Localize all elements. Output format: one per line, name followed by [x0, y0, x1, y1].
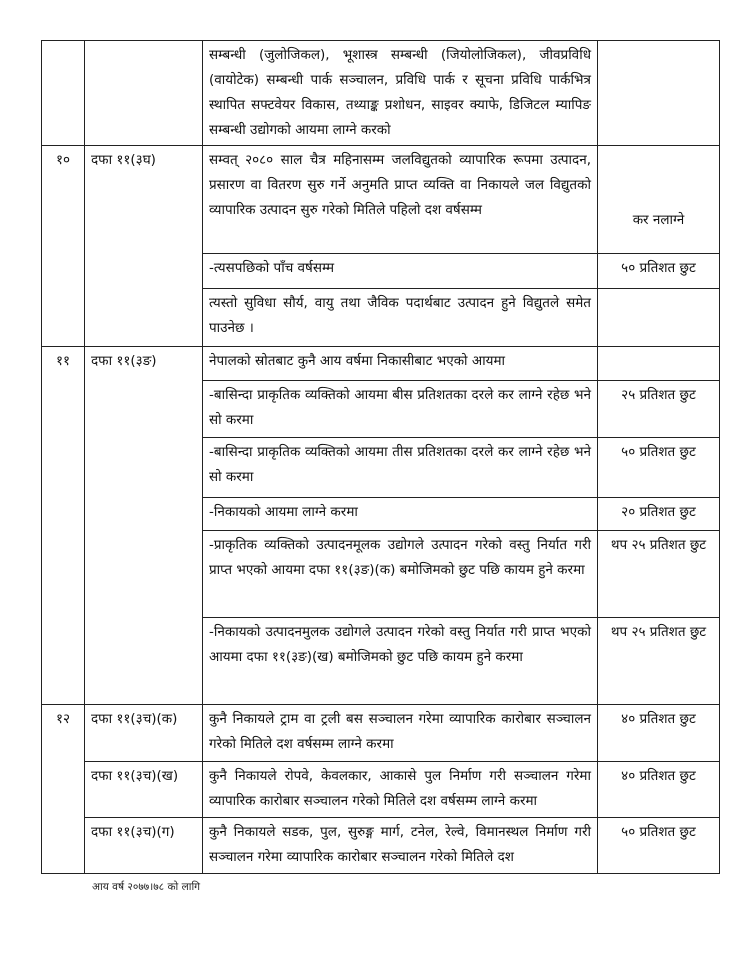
rate-cell: २० प्रतिशत छुट [598, 498, 720, 531]
tax-exemption-table [41, 40, 720, 874]
description-cell: -बासिन्दा प्राकृतिक व्यक्तिको आयमा तीस प्रतिशतका दरले कर लाग्ने रहेछ भने सो करमा [203, 438, 598, 498]
row-number-cell: ११ [42, 347, 85, 705]
footer-note: आय वर्ष २०७७।७८ को लागि [92, 881, 201, 893]
description-cell: नेपालको स्रोतबाट कुनै आय वर्षमा निकासीबाट भएको आयमा [203, 347, 598, 381]
row-number-cell: १० [42, 146, 85, 347]
description-cell: -निकायको उत्पादनमुलक उद्योगले उत्पादन गरेको वस्तु निर्यात गरी प्राप्त भएको आयमा दफा ११(३ङ)(ख) बमोजिमको छुट पछि कायम हुने करमा [203, 618, 598, 705]
rate-cell: ४० प्रतिशत छुट [598, 705, 720, 762]
rate-cell: ५० प्रतिशत छुट [598, 818, 720, 874]
rate-cell: २५ प्रतिशत छुट [598, 381, 720, 438]
section-cell: दफा ११(३च)(ग) [85, 818, 203, 874]
row-number-cell [42, 41, 85, 146]
rate-cell: थप २५ प्रतिशत छुट [598, 618, 720, 705]
description-cell: त्यस्तो सुविधा सौर्य, वायु तथा जैविक पदार्थबाट उत्पादन हुने विद्युतले समेत पाउनेछ । [203, 289, 598, 347]
rate-cell: कर नलाग्ने [598, 146, 720, 254]
table-row [42, 347, 720, 381]
section-cell [85, 41, 203, 146]
rate-cell [598, 289, 720, 347]
description-cell: कुनै निकायले ट्राम वा ट्रली बस सञ्चालन गरेमा व्यापारिक कारोबार सञ्चालन गरेको मितिले दश वर्षसम्म लाग्ने करमा [203, 705, 598, 762]
section-cell: दफा ११(३च)(क) [85, 705, 203, 762]
table-row [42, 762, 720, 818]
description-cell: कुनै निकायले सडक, पुल, सुरुङ्ग मार्ग, टनेल, रेल्वे, विमानस्थल निर्माण गरी सञ्चालन गरेमा व्यापारिक कारोबार सञ्चालन गरेको मितिले दश [203, 818, 598, 874]
description-cell: -त्यसपछिको पाँच वर्षसम्म [203, 254, 598, 289]
description-cell: -प्राकृतिक व्यक्तिको उत्पादनमूलक उद्योगले उत्पादन गरेको वस्तु निर्यात गरी प्राप्त भएको आयमा दफा ११(३ङ)(क) बमोजिमको छुट पछि कायम हुने करमा [203, 531, 598, 618]
table-row [42, 705, 720, 762]
section-cell: दफा ११(३ङ) [85, 347, 203, 705]
rate-cell: थप २५ प्रतिशत छुट [598, 531, 720, 618]
description-cell: सम्वत् २०८० साल चैत्र महिनासम्म जलविद्युतको व्यापारिक रूपमा उत्पादन, प्रसारण वा वितरण सुरु गर्ने अनुमति प्राप्त व्यक्ति वा निकायले जल विद्युतको व्यापारिक उत्पादन सुरु गरेको मितिले पहिलो दश वर्षसम्म [203, 146, 598, 254]
section-cell: दफा ११(३घ) [85, 146, 203, 347]
rate-cell: ५० प्रतिशत छुट [598, 254, 720, 289]
rate-cell: ५० प्रतिशत छुट [598, 438, 720, 498]
rate-cell: ४० प्रतिशत छुट [598, 762, 720, 818]
table-row [42, 818, 720, 874]
description-cell: कुनै निकायले रोपवे, केवलकार, आकासे पुल निर्माण गरी सञ्चालन गरेमा व्यापारिक कारोबार सञ्चालन गरेको मितिले दश वर्षसम्म लाग्ने करमा [203, 762, 598, 818]
section-cell: दफा ११(३च)(ख) [85, 762, 203, 818]
description-cell: सम्बन्धी (जुलोजिकल), भूशास्त्र सम्बन्धी (जियोलोजिकल), जीवप्रविधि (वायोटेक) सम्बन्धी पार्क सञ्चालन, प्रविधि पार्क र सूचना प्रविधि पार्कभित्र स्थापित सफ्टवेयर विकास, तथ्याङ्क प्रशोधन, साइवर क्याफे, डिजिटल म्यापिङ सम्बन्धी उद्योगको आयमा लाग्ने करको [203, 41, 598, 146]
description-cell: -बासिन्दा प्राकृतिक व्यक्तिको आयमा बीस प्रतिशतका दरले कर लाग्ने रहेछ भने सो करमा [203, 381, 598, 438]
rate-cell [598, 41, 720, 146]
rate-cell [598, 347, 720, 381]
description-cell: -निकायको आयमा लाग्ने करमा [203, 498, 598, 531]
row-number-cell: १२ [42, 705, 85, 874]
table-row [42, 146, 720, 254]
table-row [42, 41, 720, 146]
